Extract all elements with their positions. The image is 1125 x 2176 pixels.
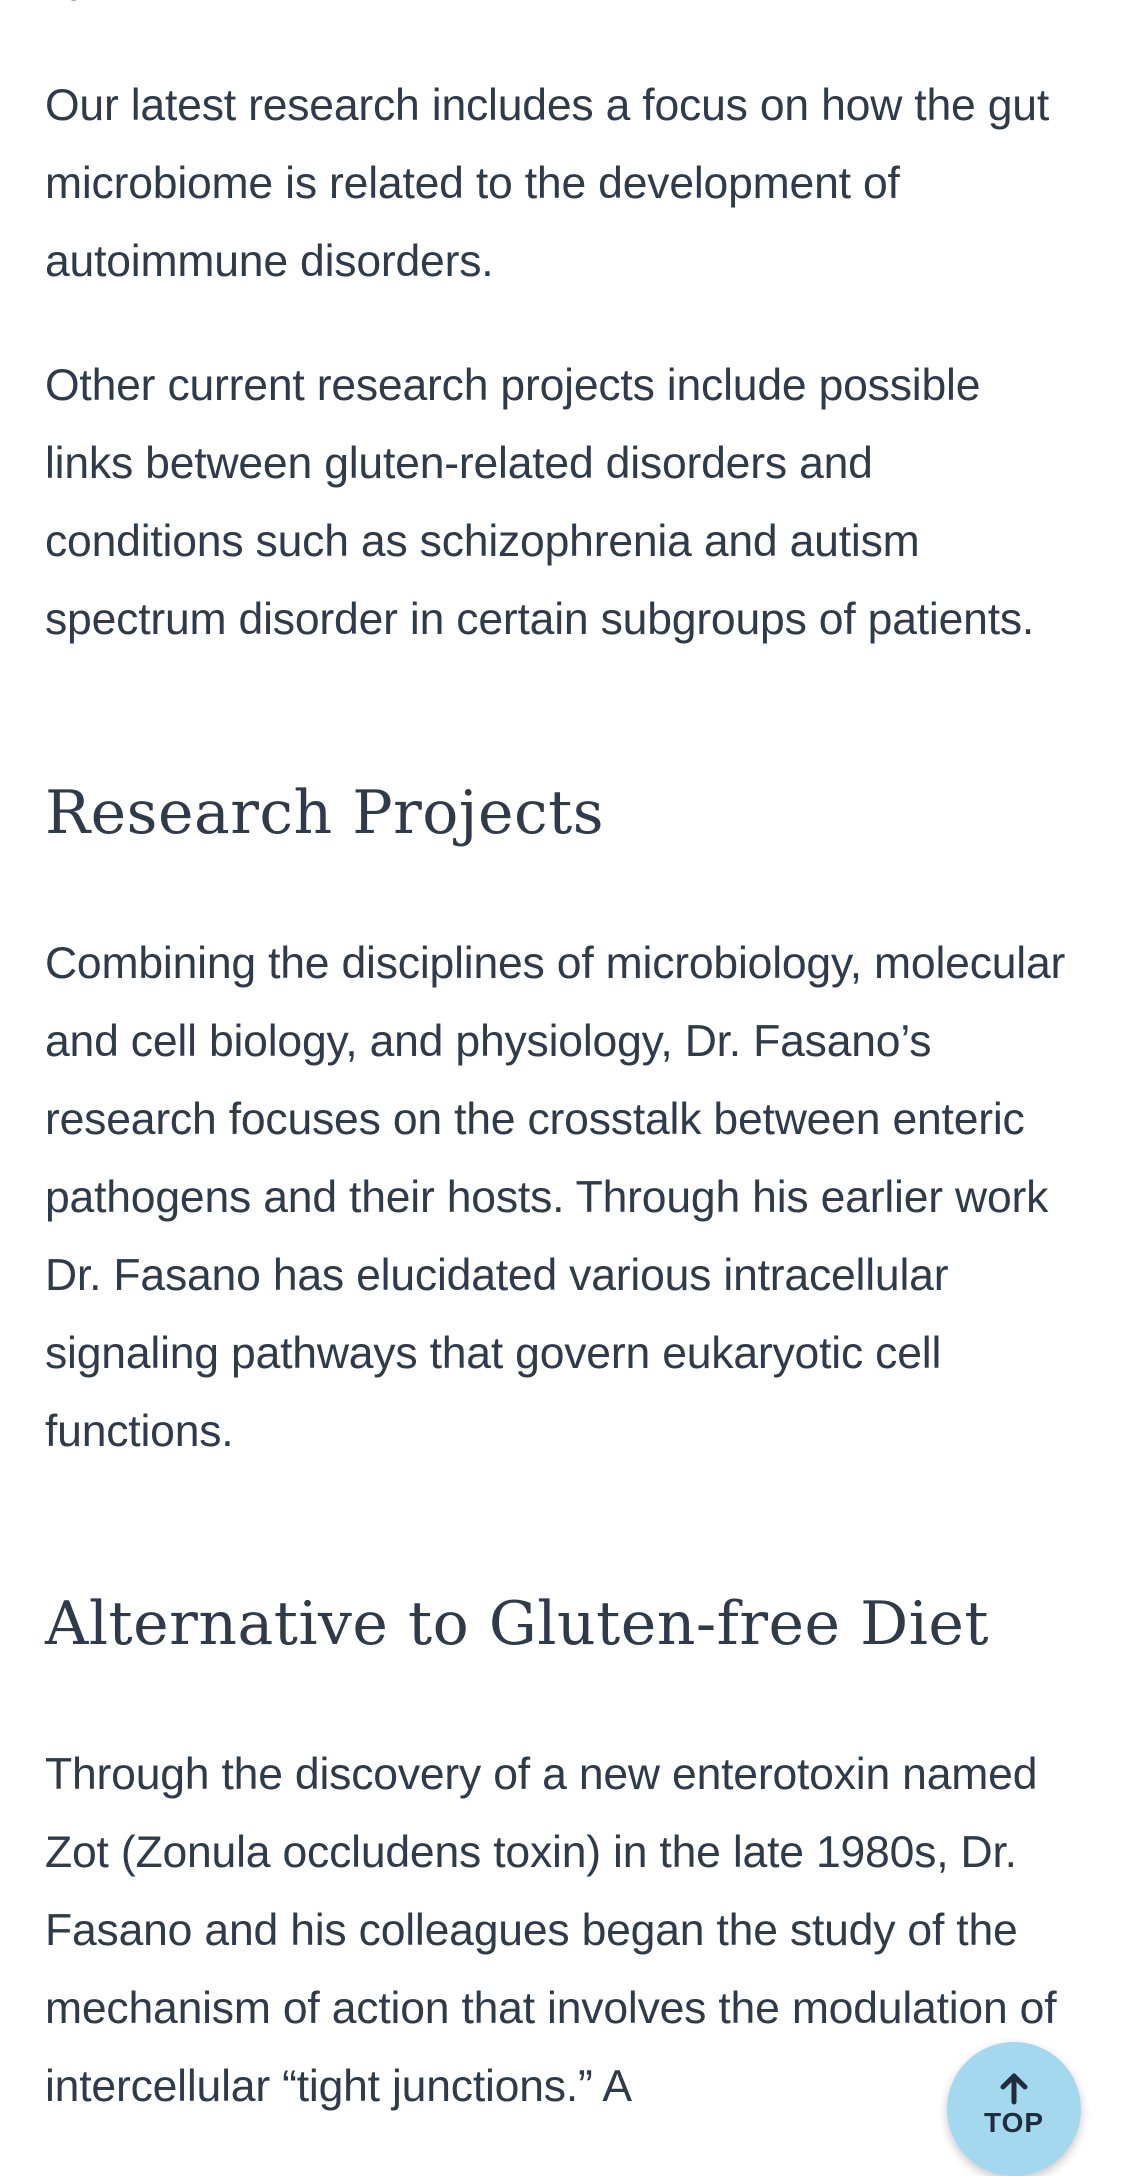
paragraph-research-projects: Combining the disciplines of microbiology, molecular and cell biology, and physiology, Dr. Fasano’s research focuses on the crosstalk between enteric pathogens and their hosts. Through his earlier work Dr. Fasano has elucidated various intracellular signaling pathways that govern eukaryotic cell functions. xyxy=(45,939,1066,1456)
paragraph-other-research: Other current research projects include possible links between gluten-related disorders and conditions such as schizophrenia and autism spectrum disorder in certain subgroups of patients. xyxy=(45,361,1035,644)
article-content xyxy=(45,0,1085,2126)
scroll-to-top-button[interactable] xyxy=(947,2042,1081,2176)
scroll-to-top-label: TOP xyxy=(983,2107,1045,2138)
heading-alternative-diet: Alternative to Gluten-free Diet xyxy=(45,1589,990,1659)
arrow-up-icon xyxy=(997,2072,1031,2106)
paragraph-microbiome: Our latest research includes a focus on how the gut microbiome is related to the development of autoimmune disorders. xyxy=(45,81,1049,286)
paragraph-alternative-diet: Through the discovery of a new enterotoxin named Zot (Zonula occludens toxin) in the late 1980s, Dr. Fasano and his colleagues began the study of the mechanism of action that involves the modulation of intercellular “tight junctions.” A xyxy=(45,1750,1057,2111)
heading-research-projects: Research Projects xyxy=(45,778,605,848)
